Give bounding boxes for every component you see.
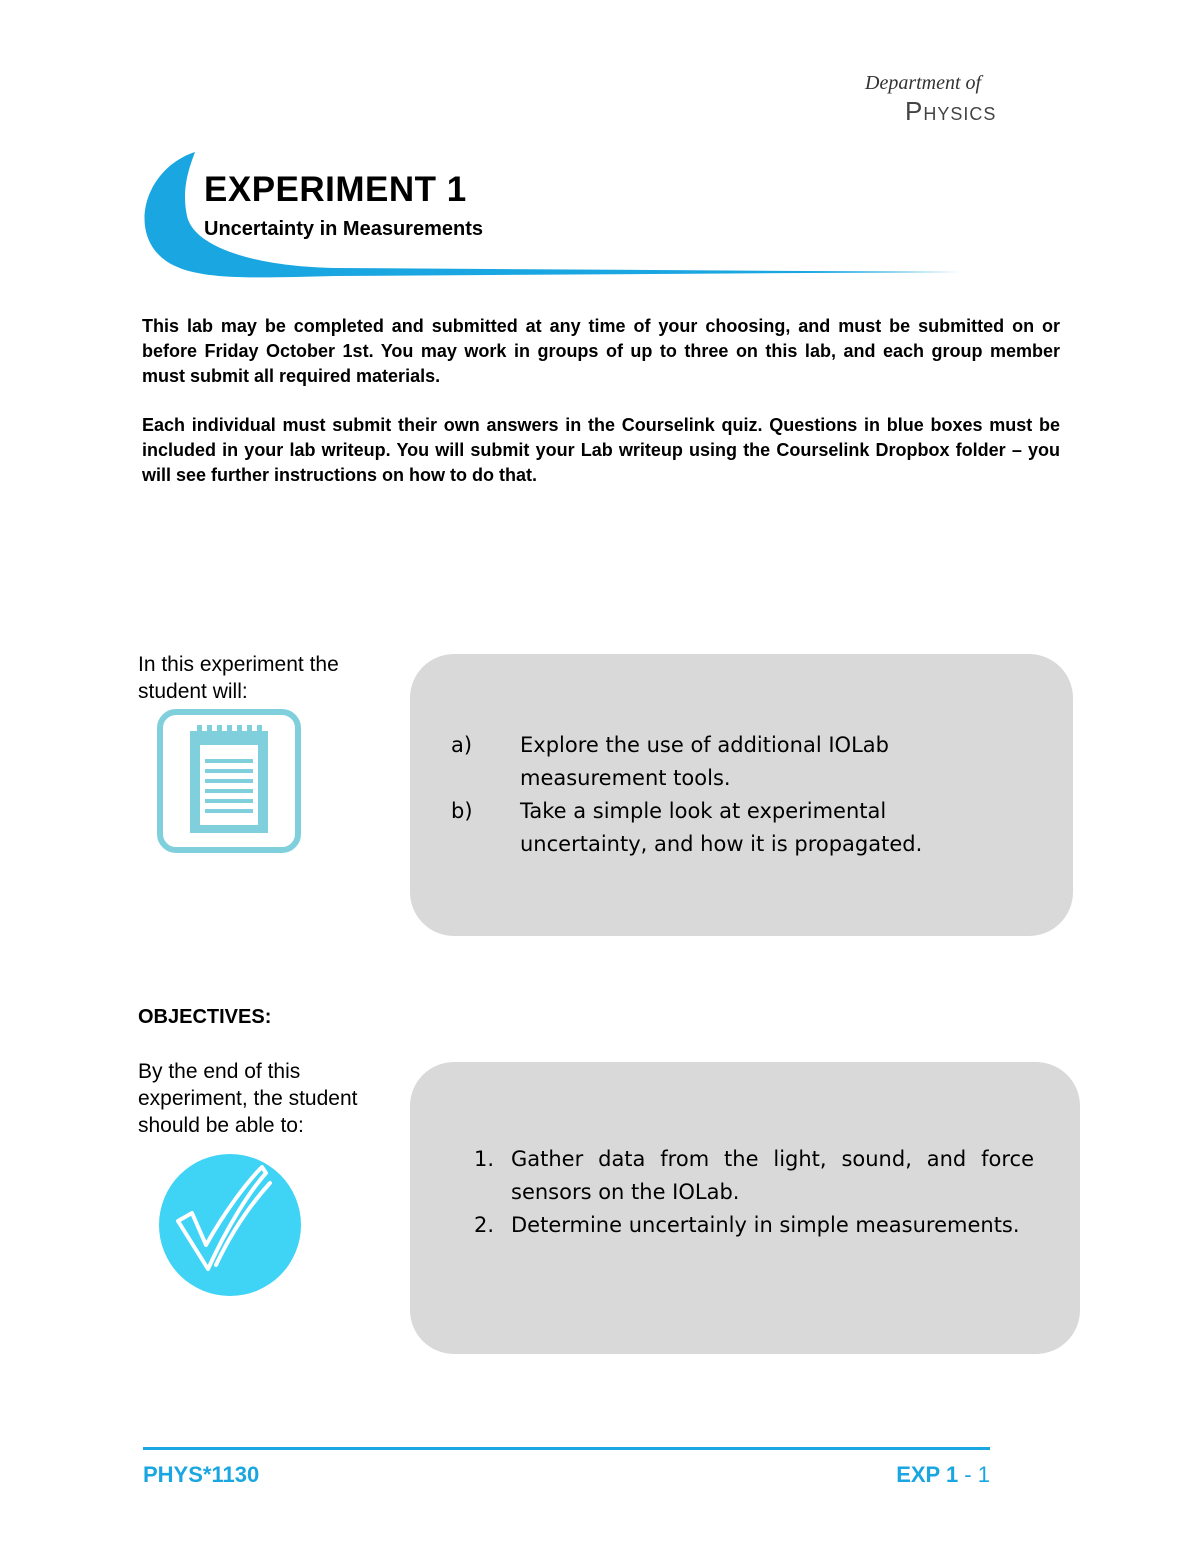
list-marker: a) xyxy=(451,733,473,757)
list-marker: 2. xyxy=(474,1213,495,1237)
list-item-text: Explore the use of additional IOLab measurement tools. xyxy=(520,733,889,790)
list-item-text: Determine uncertainly in simple measurements. xyxy=(511,1213,1020,1237)
footer-exp-label: EXP 1 xyxy=(896,1462,959,1487)
list-marker: b) xyxy=(451,799,473,823)
checkmark-icon xyxy=(158,1153,303,1298)
footer-course-code: PHYS*1130 xyxy=(143,1462,260,1487)
objectives-list xyxy=(474,1143,1034,1242)
objectives-heading: OBJECTIVES: xyxy=(138,1006,272,1028)
intro-paragraph-1: This lab may be completed and submitted at any time of your choosing, and must be submitted on or before Friday October 1st. You may work in groups of up to three on this lab, and each group member must submit all required materials. xyxy=(142,316,1060,386)
list-marker: 1. xyxy=(474,1147,495,1171)
footer-page-number: 1 xyxy=(977,1462,990,1487)
objectives-side-text: By the end of this experiment, the student should be able to: xyxy=(138,1060,358,1137)
list-item xyxy=(474,1209,1034,1242)
department-name: Physics xyxy=(905,96,997,126)
department-of-label: Department of xyxy=(865,72,982,94)
footer-rule xyxy=(143,1447,990,1450)
notepad-icon xyxy=(157,709,301,853)
overview-side-text: In this experiment the student will: xyxy=(138,653,339,703)
list-item-text: Gather data from the light, sound, and force sensors on the IOLab. xyxy=(511,1147,1034,1204)
list-item xyxy=(474,1143,1034,1209)
footer-page-label xyxy=(896,1462,990,1488)
footer-separator: - xyxy=(958,1462,978,1487)
list-item xyxy=(451,729,1011,795)
list-item xyxy=(451,795,1011,861)
list-item-text: Take a simple look at experimental uncertainty, and how it is propagated. xyxy=(520,799,923,856)
experiment-subtitle: Uncertainty in Measurements xyxy=(204,218,483,240)
overview-list xyxy=(451,729,1011,861)
intro-paragraph-2: Each individual must submit their own answers in the Courselink quiz. Questions in blue boxes must be included in your lab writeup. You will submit your Lab writeup using the Courselink Dropbox folder – you will see further instructions on how to do that. xyxy=(142,415,1060,485)
experiment-title: EXPERIMENT 1 xyxy=(204,170,467,209)
